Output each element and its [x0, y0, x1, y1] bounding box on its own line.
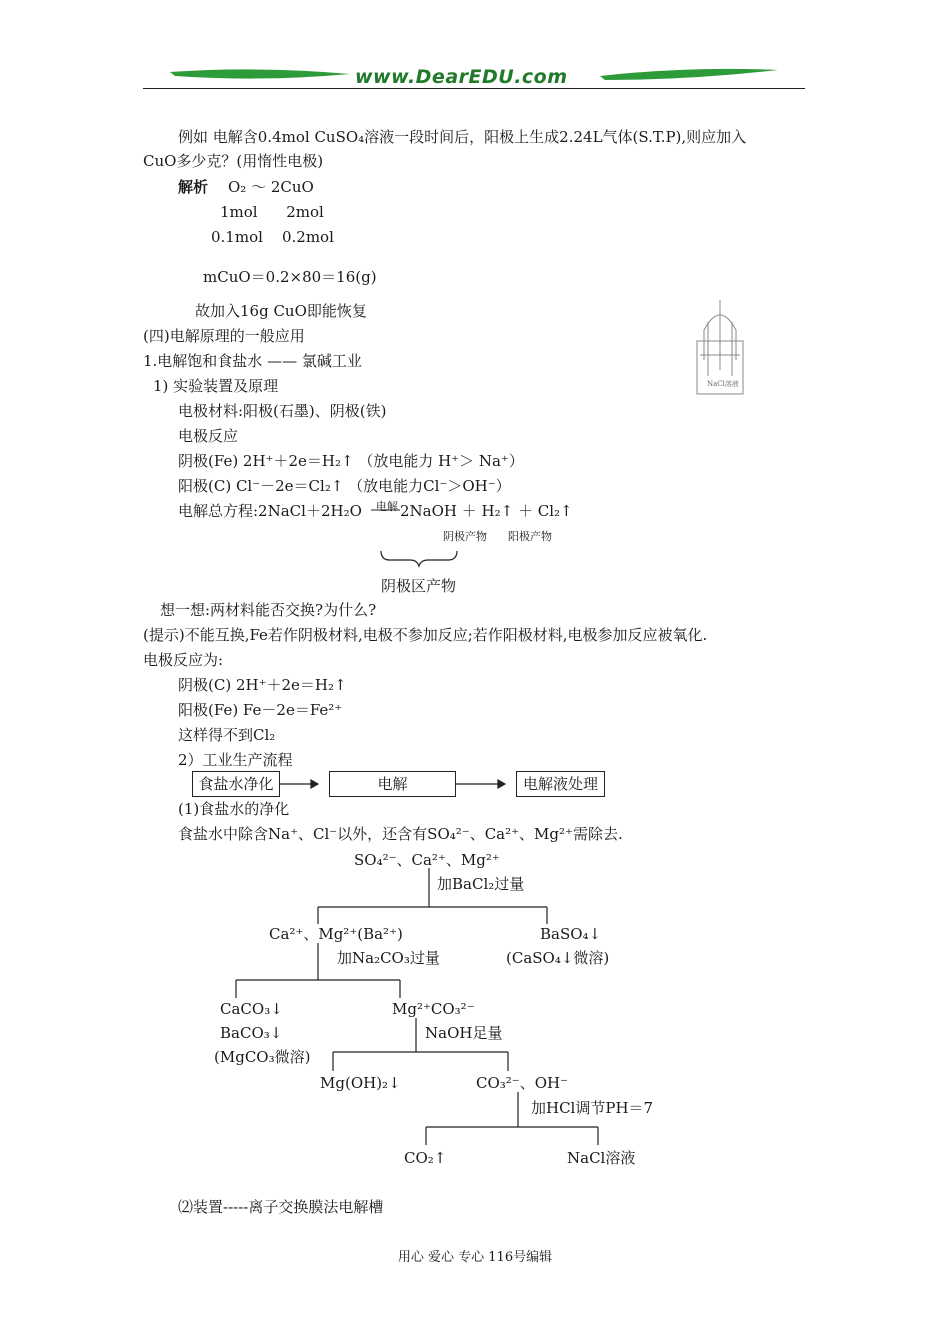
- apparatus-label: NaCl溶液: [707, 380, 739, 388]
- tree-l2-left-2: BaCO₃↓: [220, 1024, 283, 1042]
- cathode-product-note: 阴极产物: [443, 530, 487, 543]
- electrode-reaction-label: 电极反应: [178, 427, 239, 445]
- analysis-row2: 1mol 2mol: [220, 203, 324, 221]
- process-box-purify: 食盐水净化: [192, 771, 280, 797]
- tree-l2-left-3: (MgCO₃微溶): [214, 1048, 311, 1066]
- think-conclusion: 这样得不到Cl₂: [178, 726, 276, 744]
- analysis-row1: O₂ ～ 2CuO: [228, 178, 314, 196]
- cathode-region-product: 阴极区产物: [381, 577, 457, 595]
- mass-calc: mCuO＝0.2×80＝16(g): [203, 268, 377, 286]
- analysis-label: 解析: [178, 178, 209, 196]
- think-reaction2: 阳极(Fe) Fe－2e＝Fe²⁺: [178, 701, 343, 719]
- subsection-title: 1.电解饱和食盐水 —— 氯碱工业: [143, 352, 362, 370]
- tree-l2-right: Mg²⁺CO₃²⁻: [392, 1000, 475, 1018]
- tree-l4-right: NaCl溶液: [567, 1149, 636, 1167]
- think-hint: (提示)不能互换,Fe若作阴极材料,电极不参加反应;若作阳极材料,电极参加反应被氧化.: [143, 626, 708, 644]
- tree-step2: 加Na₂CO₃过量: [337, 949, 440, 967]
- electrode-materials: 电极材料:阳极(石墨)、阴极(铁): [178, 402, 387, 420]
- site-brand[interactable]: www.DearEDU.com: [355, 66, 568, 88]
- tree-l3-right: CO₃²⁻、OH⁻: [476, 1074, 569, 1092]
- device-title: ⑵装置-----离子交换膜法电解槽: [178, 1198, 384, 1216]
- section-title: (四)电解原理的一般应用: [143, 327, 305, 345]
- purify-description: 食盐水中除含Na⁺、Cl⁻以外，还含有SO₄²⁻、Ca²⁺、Mg²⁺需除去.: [178, 825, 623, 843]
- tree-l4-left: CO₂↑: [404, 1149, 447, 1167]
- example-question-line1: 例如 电解含0.4mol CuSO₄溶液一段时间后，阳极上生成2.24L气体(S.T.P),则应加入: [178, 128, 747, 146]
- anode-product-note: 阳极产物: [508, 530, 552, 543]
- page-footer: 用心 爱心 专心 116号编辑: [397, 1250, 553, 1265]
- think-question: 想一想:两材料能否交换?为什么?: [160, 601, 377, 619]
- tree-l1-right-note: (CaSO₄↓微溶): [506, 949, 610, 967]
- experiment-heading: 1) 实验装置及原理: [153, 377, 279, 395]
- total-equation-right: 2NaOH ＋ H₂↑ ＋ Cl₂↑: [400, 502, 573, 520]
- tree-l1-right: BaSO₄↓: [540, 925, 602, 943]
- analysis-row3: 0.1mol 0.2mol: [211, 228, 334, 246]
- tree-step3: NaOH足量: [425, 1024, 503, 1042]
- tree-l1-left: Ca²⁺、Mg²⁺(Ba²⁺): [269, 925, 403, 943]
- process-box-electrolysis: 电解: [329, 771, 456, 797]
- tree-step4: 加HCl调节PH＝7: [531, 1099, 654, 1117]
- tree-l3-left: Mg(OH)₂↓: [320, 1074, 401, 1092]
- think-hint-cont: 电极反应为:: [143, 651, 224, 669]
- purify-title: (1)食盐水的净化: [178, 800, 290, 818]
- process-box-treatment: 电解液处理: [516, 771, 605, 797]
- electrolysis-condition: 电解: [376, 500, 398, 513]
- think-reaction1: 阴极(C) 2H⁺＋2e＝H₂↑: [178, 676, 347, 694]
- tree-root: SO₄²⁻、Ca²⁺、Mg²⁺: [354, 851, 500, 869]
- total-equation-left: 电解总方程:2NaCl＋2H₂O: [178, 502, 362, 520]
- conclusion: 故加入16g CuO即能恢复: [195, 302, 367, 320]
- cathode-reaction: 阴极(Fe) 2H⁺＋2e＝H₂↑ （放电能力 H⁺＞ Na⁺）: [178, 452, 524, 470]
- example-question-line2: CuO多少克？(用惰性电极): [143, 152, 324, 170]
- anode-reaction: 阳极(C) Cl⁻－2e＝Cl₂↑ （放电能力Cl⁻＞OH⁻）: [178, 477, 511, 495]
- process-title: 2）工业生产流程: [178, 751, 293, 769]
- tree-step1: 加BaCl₂过量: [437, 875, 525, 893]
- tree-l2-left-1: CaCO₃↓: [220, 1000, 283, 1018]
